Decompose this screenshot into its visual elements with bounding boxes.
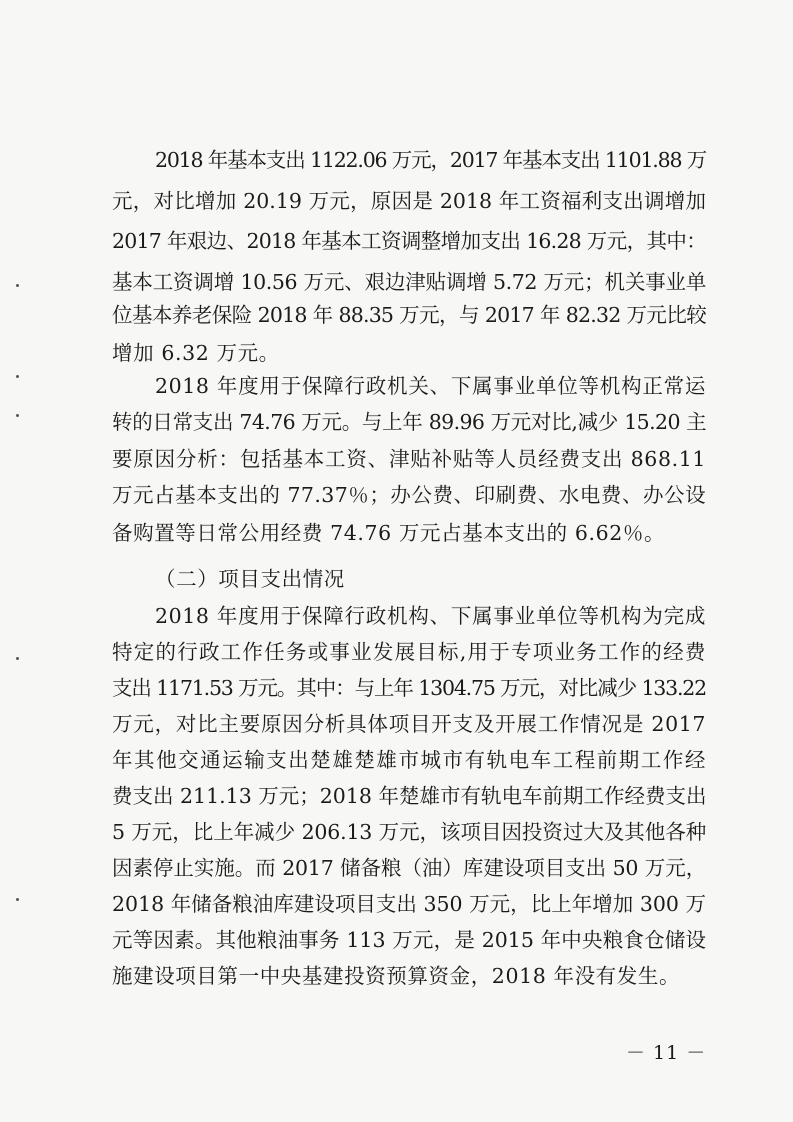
text-line: 万元占基本支出的 77.37％；办公费、印刷费、水电费、办公设 <box>112 483 706 507</box>
text-line: 元等因素。其他粮油事务 113 万元，是 2015 年中央粮食仓储设 <box>112 928 706 952</box>
text-line: 要原因分析：包括基本工资、津贴补贴等人员经费支出 868.11 <box>112 447 706 471</box>
text-line: 位基本养老保险 2018 年 88.35 万元，与 2017 年 82.32 万元比较 <box>112 303 706 327</box>
margin-speck <box>16 284 19 287</box>
page-number: － 11 － <box>626 1042 707 1064</box>
text-line: 年其他交通运输支出楚雄楚雄市城市有轨电车工程前期工作经 <box>112 748 706 772</box>
text-line: 5 万元，比上年减少 206.13 万元，该项目因投资过大及其他各种 <box>112 820 706 844</box>
text-line: 元，对比增加 20.19 万元，原因是 2018 年工资福利支出调增加 <box>112 189 706 213</box>
text-line: 转的日常支出 74.76 万元。与上年 89.96 万元对比,减少 15.20 主 <box>112 410 706 434</box>
margin-speck <box>16 898 19 901</box>
section-heading: （二）项目支出情况 <box>155 567 345 591</box>
text-line: 2018 年度用于保障行政机关、下属事业单位等机构正常运 <box>155 374 706 398</box>
text-line: 基本工资调增 10.56 万元、艰边津贴调增 5.72 万元；机关事业单 <box>112 270 706 294</box>
text-line: 万元，对比主要原因分析具体项目开支及开展工作情况是 2017 <box>112 712 706 736</box>
text-line: 特定的行政工作任务或事业发展目标,用于专项业务工作的经费 <box>112 640 706 664</box>
text-line: 2017 年艰边、2018 年基本工资调整增加支出 16.28 万元，其中： <box>112 229 706 253</box>
text-line: 备购置等日常公用经费 74.76 万元占基本支出的 6.62％。 <box>112 521 666 545</box>
margin-speck <box>16 375 19 378</box>
text-line: 施建设项目第一中央基建投资预算资金，2018 年没有发生。 <box>112 964 681 988</box>
text-line: 2018 年储备粮油库建设项目支出 350 万元，比上年增加 300 万 <box>112 892 706 916</box>
text-line: 因素停止实施。而 2017 储备粮（油）库建设项目支出 50 万元， <box>112 856 706 880</box>
text-line: 支出 1171.53 万元。其中：与上年 1304.75 万元，对比减少 133.22 <box>112 676 706 700</box>
text-line: 2018 年基本支出 1122.06 万元，2017 年基本支出 1101.88 万 <box>155 148 706 172</box>
text-line: 2018 年度用于保障行政机构、下属事业单位等机构为完成 <box>155 604 706 628</box>
margin-speck <box>16 657 19 660</box>
text-line: 费支出 211.13 万元；2018 年楚雄市有轨电车前期工作经费支出 <box>112 784 707 808</box>
margin-speck <box>16 414 19 417</box>
text-line: 增加 6.32 万元。 <box>112 341 280 365</box>
